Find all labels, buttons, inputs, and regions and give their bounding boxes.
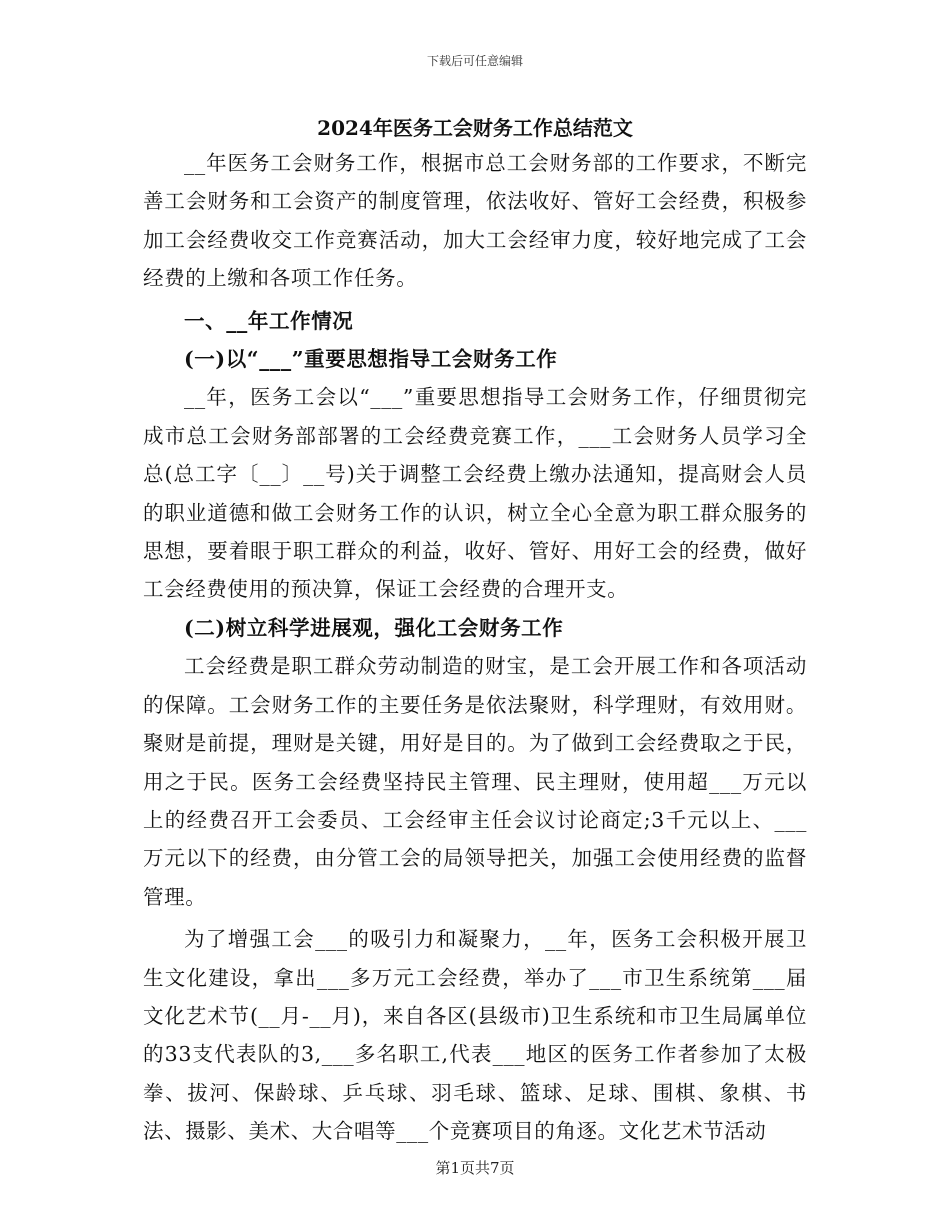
body-paragraph-3: 为了增强工会___的吸引力和凝聚力，__年，医务工会积极开展卫生文化建设，拿出___多万元工会经费，举办了___市卫生系统第___届文化艺术节(__月-__月)，来自各区(县级市)卫生系统和市卫生局属单位的33支代表队的3,___多名职工,代表___地区的医务工作者参加了太极拳、拔河、保龄球、乒乓球、羽毛球、篮球、足球、围棋、象棋、书法、摄影、美术、大合唱等___个竞赛项目的角逐。文化艺术节活动 xyxy=(143,927,807,1144)
subsection-heading-2: (二)树立科学进展观，强化工会财务工作 xyxy=(184,615,564,640)
document-body xyxy=(143,144,807,1151)
page-number: 第1页共7页 xyxy=(435,1159,515,1177)
document-title: 2024年医务工会财务工作总结范文 xyxy=(317,116,633,140)
section-heading-1: 一、__年工作情况 xyxy=(184,308,354,333)
page-header-note: 下载后可任意编辑 xyxy=(426,54,523,68)
subsection-heading-1: (一)以“___”重要思想指导工会财务工作 xyxy=(184,347,558,372)
intro-paragraph: __年医务工会财务工作，根据市总工会财务部的工作要求，不断完善工会财务和工会资产的制度管理，依法收好、管好工会经费，积极参加工会经费收交工作竞赛活动，加大工会经审力度，较好地完成了工会经费的上缴和各项工作任务。 xyxy=(143,151,807,291)
body-paragraph-1: __年，医务工会以“___”重要思想指导工会财务工作，仔细贯彻完成市总工会财务部部署的工会经费竞赛工作，___工会财务人员学习全总(总工字〔__〕__号)关于调整工会经费上缴办法通知，提高财会人员的职业道德和做工会财务工作的认识，树立全心全意为职工群众服务的思想，要着眼于职工群众的利益，收好、管好、用好工会的经费，做好工会经费使用的预决算，保证工会经费的合理开支。 xyxy=(143,385,807,602)
body-paragraph-2: 工会经费是职工群众劳动制造的财宝，是工会开展工作和各项活动的保障。工会财务工作的主要任务是依法聚财，科学理财，有效用财。聚财是前提，理财是关键，用好是目的。为了做到工会经费取之于民，用之于民。医务工会经费坚持民主管理、民主理财，使用超___万元以上的经费召开工会委员、工会经审主任会议讨论商定;3千元以上、___万元以下的经费，由分管工会的局领导把关，加强工会使用经费的监督管理。 xyxy=(143,654,807,909)
